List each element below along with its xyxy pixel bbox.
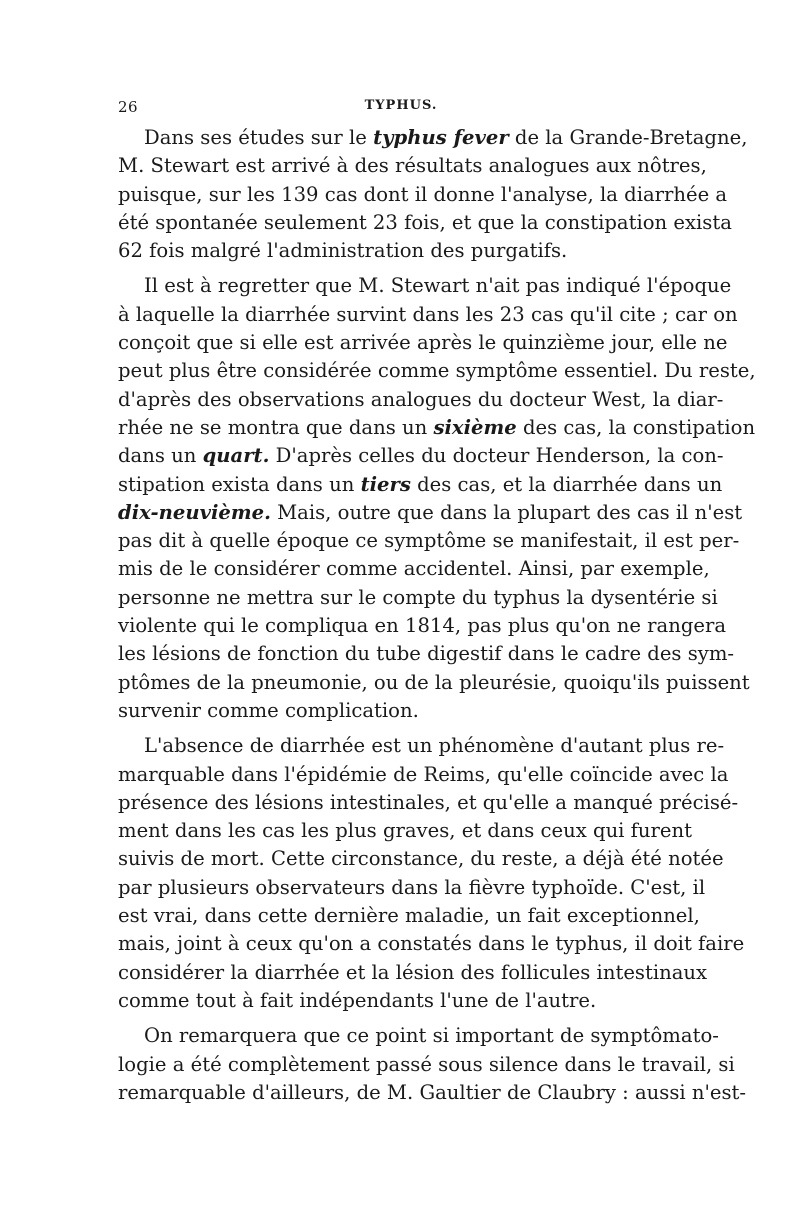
running-title: TYPHUS.: [364, 98, 438, 113]
text-line: [118, 357, 756, 385]
text-run: Dans ses études sur le: [144, 126, 374, 149]
text-line: [118, 669, 750, 697]
text-line: [118, 181, 728, 209]
text-run: rhée ne se montra que dans un: [118, 415, 434, 439]
text-line: [118, 789, 739, 817]
text-line: [118, 471, 723, 499]
emphasized-text: tiers: [360, 472, 411, 496]
text-line: [118, 902, 700, 930]
text-line: [118, 272, 732, 300]
text-run: d'après des observations analogues du docteur West, la diar-: [118, 387, 724, 411]
text-run: puisque, sur les 139 cas dont il donne l'analyse, la diarrhée a: [118, 182, 728, 206]
emphasized-text: typhus fever: [373, 126, 509, 149]
text-run: pas dit à quelle époque ce symptôme se manifestait, il est per-: [118, 529, 740, 553]
text-run: stipation exista dans un: [118, 472, 361, 496]
paragraph: [118, 272, 756, 725]
text-line: [118, 555, 710, 583]
text-run: présence des lésions intestinales, et qu'elle a manqué précisé-: [118, 790, 739, 814]
text-run: On remarquera que ce point si important de symptômato-: [144, 1024, 719, 1048]
text-run: ptômes de la pneumonie, ou de la pleurésie, quoiqu'ils puissent: [118, 670, 750, 694]
text-run: Il est à regretter que M. Stewart n'ait pas indiqué l'époque: [144, 274, 732, 298]
text-run: Mais, outre que dans la plupart des cas il n'est: [270, 500, 743, 524]
text-run: est vrai, dans cette dernière maladie, un fait exceptionnel,: [118, 904, 700, 928]
text-run: conçoit que si elle est arrivée après le quinzième jour, elle ne: [118, 331, 728, 355]
text-line: [118, 584, 718, 612]
text-line: [118, 930, 745, 958]
text-line: [118, 152, 707, 180]
text-line: [118, 209, 732, 237]
text-run: mis de le considérer comme accidentel. Ainsi, par exemple,: [118, 557, 710, 581]
text-run: suivis de mort. Cette circonstance, du reste, a déjà été notée: [118, 847, 724, 871]
emphasized-text: sixième: [433, 415, 517, 439]
text-line: [118, 1051, 735, 1079]
text-line: [118, 640, 735, 668]
running-head: [118, 98, 684, 122]
text-line: [118, 817, 693, 845]
text-line: [118, 874, 706, 902]
text-run: dans un: [118, 444, 203, 468]
text-run: remarquable d'ailleurs, de M. Gaultier de Claubry : aussi n'est-: [118, 1080, 747, 1104]
text-run: M. Stewart est arrivé à des résultats analogues aux nôtres,: [118, 154, 707, 178]
paragraph: [118, 732, 745, 1015]
text-run: personne ne mettra sur le compte du typhus la dysentérie si: [118, 585, 718, 609]
paragraph: [118, 124, 748, 265]
emphasized-text: dix-neuvième.: [118, 500, 271, 524]
text-line: [118, 124, 748, 152]
text-line: [118, 386, 724, 414]
page-number: 26: [118, 98, 139, 116]
text-run: survenir comme complication.: [118, 698, 419, 722]
text-run: violente qui le compliqua en 1814, pas plus qu'on ne rangera: [118, 614, 727, 638]
text-line: [118, 527, 740, 555]
text-line: [118, 499, 743, 527]
text-run: les lésions de fonction du tube digestif dans le cadre des sym-: [118, 642, 735, 666]
text-line: [118, 612, 727, 640]
text-line: [118, 414, 756, 442]
text-line: [118, 845, 724, 873]
text-line: [118, 329, 728, 357]
text-line: [118, 732, 725, 760]
text-run: ment dans les cas les plus graves, et dans ceux qui furent: [118, 819, 693, 843]
text-run: mais, joint à ceux qu'on a constatés dans le typhus, il doit faire: [118, 932, 745, 956]
text-run: des cas, et la diarrhée dans un: [410, 472, 723, 496]
text-run: à laquelle la diarrhée survint dans les 23 cas qu'il cite ; car on: [118, 302, 738, 326]
text-run: logie a été complètement passé sous silence dans le travail, si: [118, 1052, 735, 1076]
text-line: [118, 959, 708, 987]
text-line: [118, 301, 738, 329]
text-run: peut plus être considérée comme symptôme essentiel. Du reste,: [118, 359, 756, 383]
text-run: par plusieurs observateurs dans la fièvre typhoïde. C'est, il: [118, 875, 706, 899]
text-line: [118, 1022, 719, 1050]
paragraph: [118, 1022, 747, 1107]
text-line: [118, 697, 684, 725]
text-line: [118, 442, 724, 470]
text-run: considérer la diarrhée et la lésion des follicules intestinaux: [118, 960, 708, 984]
text-run: comme tout à fait indépendants l'une de l'autre.: [118, 988, 597, 1012]
text-line: [118, 237, 684, 265]
text-run: de la Grande-Bretagne,: [508, 126, 748, 149]
emphasized-text: quart.: [202, 444, 270, 468]
text-run: D'après celles du docteur Henderson, la con-: [269, 444, 724, 468]
text-line: [118, 1079, 747, 1107]
text-run: été spontanée seulement 23 fois, et que la constipation exista: [118, 210, 732, 234]
text-run: 62 fois malgré l'administration des purgatifs.: [118, 239, 568, 263]
text-run: des cas, la constipation: [516, 415, 756, 439]
text-run: L'absence de diarrhée est un phénomène d'autant plus re-: [144, 734, 725, 758]
body-text: [118, 124, 756, 1107]
text-run: marquable dans l'épidémie de Reims, qu'elle coïncide avec la: [118, 762, 729, 786]
text-line: [118, 987, 684, 1015]
book-page: [118, 98, 756, 1114]
text-line: [118, 761, 729, 789]
